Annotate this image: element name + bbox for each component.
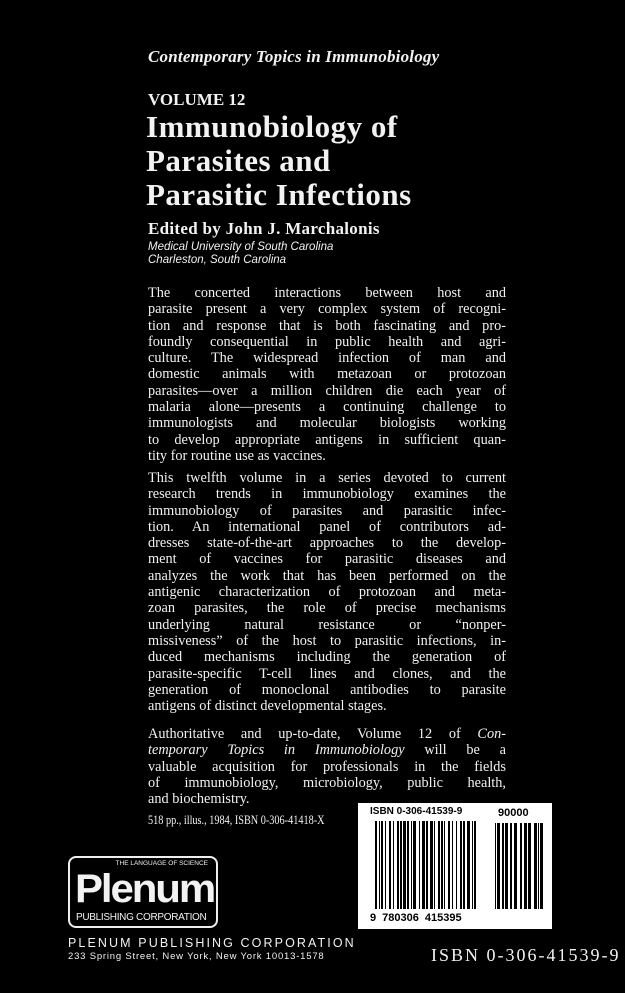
barcode-bar <box>514 823 517 909</box>
barcode-bar <box>381 821 383 909</box>
barcode-bar <box>510 823 512 909</box>
paragraph-line: parasite-specific T-cell lines and clones, and the <box>148 665 506 682</box>
barcode-bar <box>520 823 522 909</box>
paragraph-line: valuable acquisition for professionals in the fields <box>148 758 506 775</box>
italic-text: temporary Topics in Immunobiology <box>148 742 405 759</box>
paragraph-line: of immunobiology, microbiology, public health, <box>148 774 506 791</box>
barcode-bar <box>434 821 435 909</box>
paragraph-line: culture. The widespread infection of man and <box>148 350 506 367</box>
barcode-bar <box>460 821 462 909</box>
paragraph-line: missiveness” of the host to parasitic infections, in- <box>148 632 506 649</box>
description-paragraph-2 <box>148 470 506 714</box>
paragraph-line: generation of monoclonal antibodies to parasite <box>148 681 506 698</box>
barcode-bar <box>430 821 433 909</box>
title-line: Parasitic Infections <box>146 177 412 212</box>
paragraph-line: parasite present a very complex system of recogni- <box>148 301 506 318</box>
paragraph-line: The concerted interactions between host and <box>148 285 506 301</box>
text: will be a <box>404 742 506 759</box>
paragraph-line: underlying natural resistance or “nonper- <box>148 616 506 633</box>
barcode-bar <box>444 821 445 909</box>
paragraph-line: analyzes the work that has been performed on the <box>148 567 506 584</box>
title-line: Parasites and <box>146 143 331 178</box>
barcode-bar <box>426 821 428 909</box>
barcode-bar <box>385 821 386 909</box>
logo-subtitle: PUBLISHING CORPORATION <box>76 912 207 923</box>
barcode <box>358 803 552 929</box>
barcode-bar <box>463 821 465 909</box>
affiliation-line: Medical University of South Carolina <box>148 241 334 253</box>
paragraph-line: ment of vaccines for parasitic diseases and <box>148 551 506 568</box>
paragraph-line: research trends in immunobiology examines the <box>148 486 506 503</box>
barcode-bar <box>419 821 420 909</box>
paragraph-line: antigens of distinct developmental stages. <box>148 698 387 715</box>
paragraph-line: domestic animals with metazoan or protozoan <box>148 366 506 383</box>
paragraph-line: duced mechanisms including the generation of <box>148 649 506 666</box>
paragraph-line: tion and response that is both fascinating and pro- <box>148 317 506 334</box>
publisher-address: 233 Spring Street, New York, New York 10013-1578 <box>68 951 325 962</box>
barcode-bar <box>441 821 443 909</box>
logo-tagline: THE LANGUAGE OF SCIENCE <box>115 860 208 867</box>
barcode-bar <box>528 823 531 909</box>
barcode-bar <box>505 823 508 909</box>
paragraph-line: foundly consequential in public health and agri- <box>148 333 506 350</box>
barcode-bar <box>403 821 406 909</box>
barcode-bar <box>400 821 402 909</box>
affiliation <box>148 241 333 267</box>
barcode-bar <box>422 821 425 909</box>
italic-text: Con- <box>477 726 506 742</box>
barcode-bar <box>379 821 380 909</box>
paragraph-line: immunologists and molecular biologists working <box>148 415 506 432</box>
barcode-bar <box>413 821 416 909</box>
barcode-bar <box>456 821 457 909</box>
publisher-name: PLENUM PUBLISHING CORPORATION <box>68 936 356 950</box>
logo-wordmark: Plenum <box>75 867 215 911</box>
publication-details: 518 pp., illus., 1984, ISBN 0-306-41418-X <box>148 813 325 827</box>
paragraph-line: to develop appropriate antigens in sufficient quan- <box>148 431 506 448</box>
text: Authoritative and up-to-date, Volume 12 of <box>148 726 478 742</box>
barcode-bar <box>448 821 450 909</box>
paragraph-line: parasites—over a million children die each year of <box>148 382 506 399</box>
barcode-bar <box>397 821 399 909</box>
paragraph-line: tity for routine use as vaccines. <box>148 447 326 464</box>
paragraph-line: dresses state-of-the-art approaches to the develop- <box>148 535 506 552</box>
series-title: Contemporary Topics in Immunobiology <box>148 47 440 66</box>
barcode-bar <box>524 823 527 909</box>
barcode-digits: 9 780306 415395 <box>370 912 462 924</box>
description-paragraph-1 <box>148 285 506 464</box>
editor: Edited by John J. Marchalonis <box>148 219 380 238</box>
volume-number: VOLUME 12 <box>148 90 246 109</box>
barcode-bar <box>534 823 537 909</box>
book-title <box>146 110 412 212</box>
paragraph-line: tion. An international panel of contributors ad- <box>148 518 506 535</box>
barcode-bar <box>452 821 453 909</box>
paragraph-line: zoan parasites, the role of precise mechanisms <box>148 600 506 617</box>
barcode-bar <box>497 823 500 909</box>
barcode-bar <box>538 823 539 909</box>
barcode-bar <box>472 821 473 909</box>
paragraph-line: malaria alone—presents a continuing challenge to <box>148 399 506 416</box>
plenum-logo <box>68 856 218 928</box>
barcode-bar <box>502 823 504 909</box>
barcode-bar <box>389 821 391 909</box>
affiliation-line: Charleston, South Carolina <box>148 254 287 266</box>
paragraph-line: This twelfth volume in a series devoted to current <box>148 470 506 486</box>
barcode-bar <box>495 823 496 909</box>
description-paragraph-3 <box>148 726 506 807</box>
paragraph-line: immunobiology of parasites and parasitic infec- <box>148 502 506 519</box>
barcode-bar <box>393 821 394 909</box>
barcode-price: 90000 <box>498 807 529 819</box>
barcode-bar <box>540 823 543 909</box>
paragraph-line: antigenic characterization of protozoan and meta- <box>148 584 506 601</box>
isbn: ISBN 0-306-41539-9 <box>431 945 621 965</box>
title-line: Immunobiology of <box>146 109 398 144</box>
paragraph-line: and biochemistry. <box>148 791 250 808</box>
barcode-bar <box>411 821 412 909</box>
barcode-isbn: ISBN 0-306-41539-9 <box>370 806 463 817</box>
barcode-bar <box>407 821 409 909</box>
barcode-bar <box>474 821 476 909</box>
barcode-bars-addon <box>495 823 545 909</box>
paragraph-line <box>148 742 506 758</box>
paragraph-line <box>148 726 506 742</box>
barcode-bar <box>375 821 377 909</box>
barcode-bar <box>467 821 470 909</box>
barcode-bar <box>438 821 440 909</box>
barcode-bars-main <box>375 821 477 909</box>
